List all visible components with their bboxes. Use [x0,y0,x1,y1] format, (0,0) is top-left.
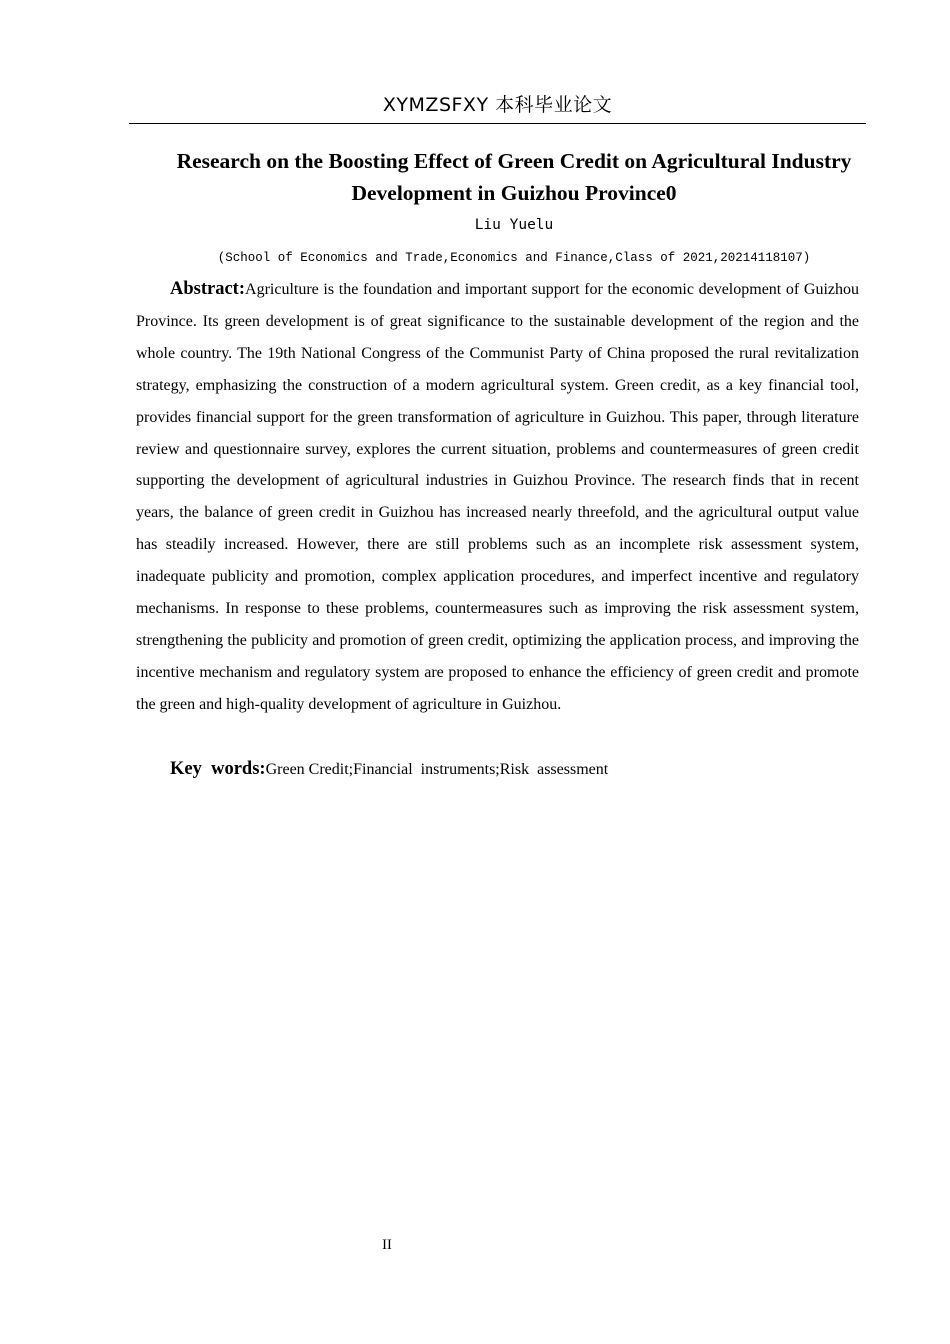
abstract-paragraph [136,274,859,721]
keywords-text: Green Credit;Financial instruments;Risk assessment [265,761,609,778]
page-number: II [382,1237,392,1253]
abstract-text: Agriculture is the foundation and important support for the economic development of Guizhou Province. Its green development is of great significance to the sustainable development of the region and the whole country. The 19th National Congress of the Communist Party of China proposed the rural revitalization strategy, emphasizing the construction of a modern agricultural system. Green credit, as a key financial tool, provides financial support for the green transformation of agriculture in Guizhou. This paper, through literature review and questionnaire survey, explores the current situation, problems and countermeasures of green credit supporting the development of agricultural industries in Guizhou Province. The research finds that in recent years, the balance of green credit in Guizhou has increased nearly threefold, and the agricultural output value has steadily increased. However, there are still problems such as an incomplete risk assessment system, inadequate publicity and promotion, complex application procedures, and imperfect incentive and regulatory mechanisms. In response to these problems, countermeasures such as improving the risk assessment system, strengthening the publicity and promotion of green credit, optimizing the application process, and improving the incentive mechanism and regulatory system are proposed to enhance the efficiency of green credit and promote the green and high-quality development of agriculture in Guizhou. [136,281,859,713]
abstract-label: Abstract: [170,279,246,299]
paper-title: Research on the Boosting Effect of Green Credit on Agricultural Industry Development in Guizhou Province0 [176,149,852,205]
keywords-label: Key words: [170,759,266,779]
keywords-paragraph [136,754,859,785]
author-name: Liu Yuelu [474,217,554,233]
author-affiliation: (School of Economics and Trade,Economics and Finance,Class of 2021,20214118107) [217,251,811,265]
running-header: XYMZSFXY 本科毕业论文 [129,90,866,124]
